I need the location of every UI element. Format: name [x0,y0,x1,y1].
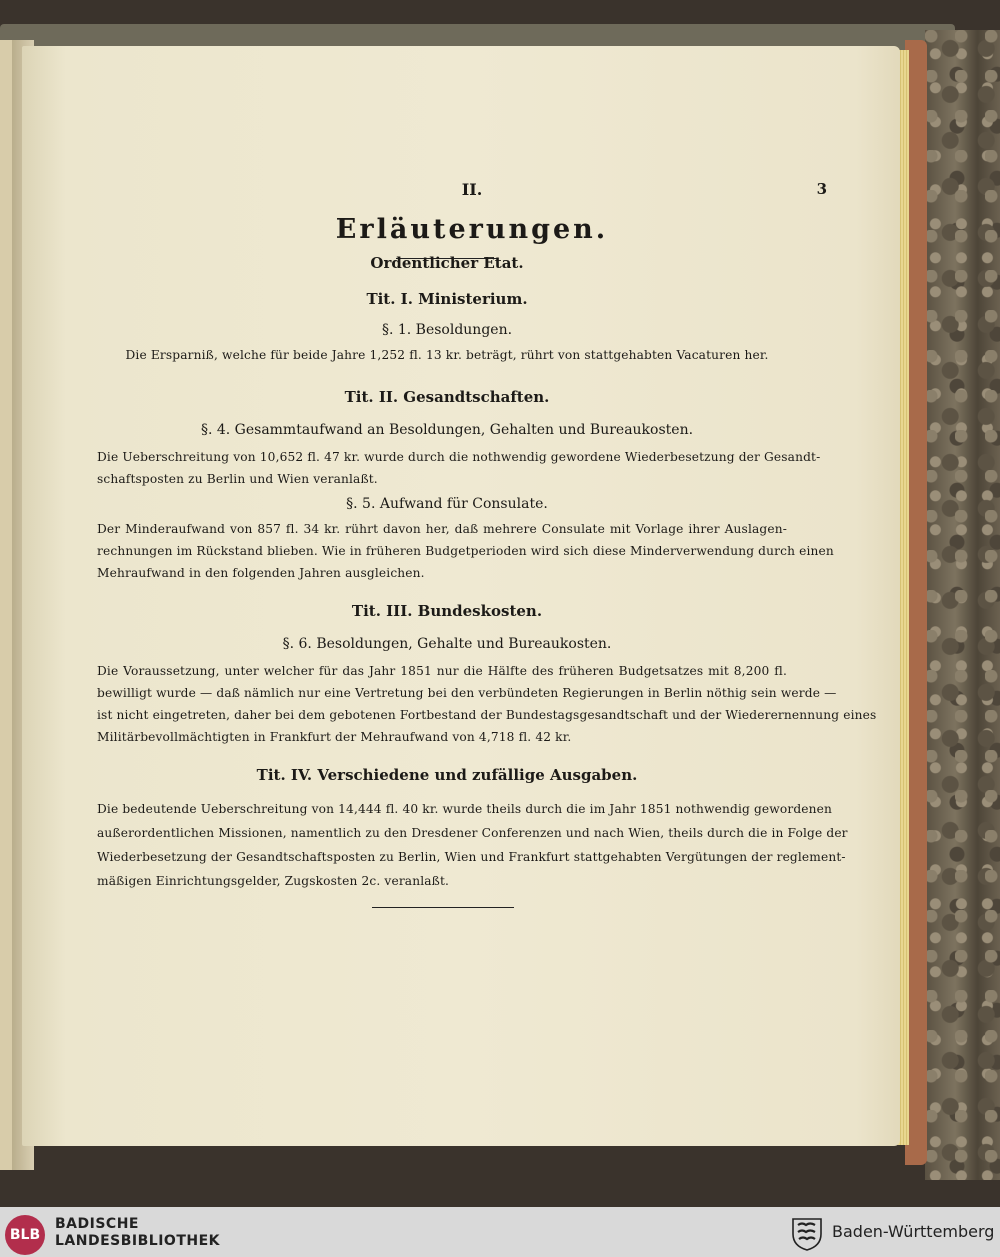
blb-name-line1[interactable]: BADISCHE [55,1216,139,1232]
body-line: außerordentlichen Missionen, namentlich zu den Dresdener Conferenzen und nach Wien, theils durch die in Folge der [97,826,848,840]
page-title: Erläuterungen. [335,214,609,245]
blb-logo-icon[interactable]: BLB [5,1215,45,1255]
blb-name-line2[interactable]: LANDESBIBLIOTHEK [55,1233,221,1249]
body-line: Militärbevollmächtigten in Frankfurt der Mehraufwand von 4,718 fl. 42 kr. [97,730,572,744]
body-line: Wiederbesetzung der Gesandtschaftsposten zu Berlin, Wien und Frankfurt stattgehabten Vergütungen der reglement- [97,850,846,864]
heading-tit-1: Tit. I. Ministerium. [366,290,528,308]
document-page [22,46,900,1146]
sub-2-4: §. 4. Gesammtaufwand an Besoldungen, Gehalten und Bureaukosten. [200,422,694,438]
body-line: Mehraufwand in den folgenden Jahren ausgleichen. [97,566,425,580]
body-line: bewilligt wurde — daß nämlich nur eine Vertretung bei den verbündeten Regierungen in Berlin nöthig sein werde — [97,686,837,700]
sub-3-6: §. 6. Besoldungen, Gehalte und Bureaukosten. [282,636,612,652]
section-number: II. [461,180,483,199]
closing-rule [372,907,514,908]
bw-name[interactable]: Baden-Württemberg [832,1222,995,1241]
heading-tit-4: Tit. IV. Verschiedene und zufällige Ausgaben. [256,766,638,784]
coat-of-arms-icon[interactable] [790,1216,824,1252]
body-line: Die Voraussetzung, unter welcher für das Jahr 1851 nur die Hälfte des früheren Budgetsatzes mit 8,200 fl. [97,664,787,678]
footer-bar [0,1207,1000,1257]
sub-1-1: §. 1. Besoldungen. [381,322,513,338]
body-line: mäßigen Einrichtungsgelder, Zugskosten 2c. veranlaßt. [97,874,450,888]
body-line: Die Ersparniß, welche für beide Jahre 1,252 fl. 13 kr. beträgt, rührt von stattgehabten Vacaturen her. [125,348,769,362]
subtitle: Ordentlicher Etat. [370,254,524,272]
sub-2-5: §. 5. Aufwand für Consulate. [346,496,548,512]
heading-tit-3: Tit. III. Bundeskosten. [351,602,543,620]
body-line: Die Ueberschreitung von 10,652 fl. 47 kr. wurde durch die nothwendig gewordene Wiederbesetzung der Gesandt- [97,450,821,464]
body-line: schaftsposten zu Berlin und Wien veranlaßt. [97,472,378,486]
body-line: rechnungen im Rückstand blieben. Wie in früheren Budgetperioden wird sich diese Minderverwendung durch einen [97,544,834,558]
heading-tit-2: Tit. II. Gesandtschaften. [344,388,550,406]
body-line: Die bedeutende Ueberschreitung von 14,444 fl. 40 kr. wurde theils durch die im Jahr 1851 nothwendig gewordenen [97,802,833,816]
page-number: 3 [816,180,827,198]
marbled-cover [925,30,1000,1180]
body-line: Der Minderaufwand von 857 fl. 34 kr. rührt davon her, daß mehrere Consulate mit Vorlage ihrer Auslagen- [97,522,787,536]
body-line: ist nicht eingetreten, daher bei dem gebotenen Fortbestand der Bundestagsgesandtschaft und der Wiederernennung eines [97,708,877,722]
